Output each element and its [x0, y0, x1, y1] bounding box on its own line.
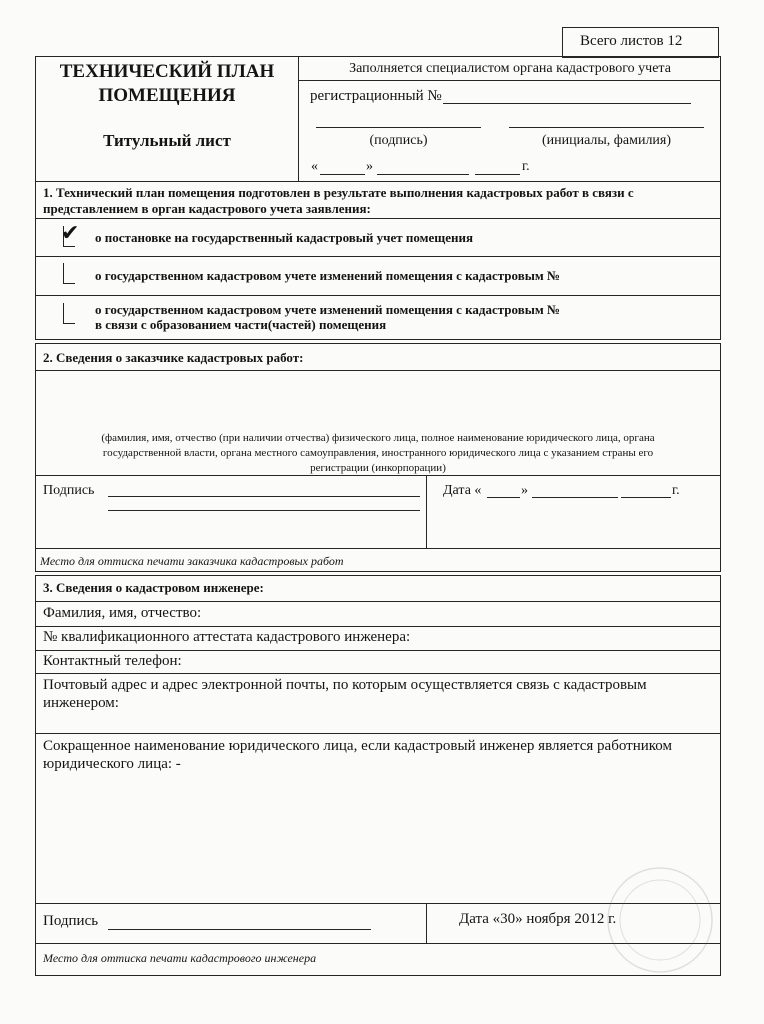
engineer-address-line2: инженером:: [43, 695, 119, 711]
section2-signature-divider: [426, 475, 427, 548]
sheets-total: Всего листов 12: [580, 33, 683, 49]
engineer-signature-line: [108, 929, 371, 930]
customer-signature-line-1: [108, 496, 420, 497]
engineer-signature-label: Подпись: [43, 913, 99, 929]
engineer-address-line1: Почтовый адрес и адрес электронной почты, по которым осуществляется связь с кадастровым: [43, 677, 647, 693]
option2-checkbox[interactable]: [63, 263, 75, 284]
section1-rule-1: [35, 218, 721, 219]
check-mark-icon: ✔: [61, 220, 80, 245]
engineer-date: Дата «30» ноября 2012 г.: [459, 911, 617, 927]
registry-header: Заполняется специалистом органа кадастрового учета: [349, 61, 671, 76]
signature-line: [316, 127, 481, 128]
customer-year-suffix: г.: [672, 483, 680, 498]
section2-heading: 2. Сведения о заказчике кадастровых работ:: [43, 350, 304, 365]
section2-rule-3: [35, 548, 721, 549]
customer-signature-line-2: [108, 510, 420, 511]
customer-date-day-line: [487, 497, 520, 498]
initials-line: [509, 127, 704, 128]
registry-header-rule: [299, 80, 721, 81]
section1-heading-line2: представлением в орган кадастрового учета заявления:: [43, 201, 371, 216]
registry-date-month-line: [377, 174, 469, 175]
reg-number-label: регистрационный №: [310, 88, 442, 104]
section3-rule-4: [35, 673, 721, 674]
customer-note-line3: регистрации (инкорпорации): [310, 462, 446, 474]
section3-signature-divider: [426, 903, 427, 943]
customer-stamp-place: Место для оттиска печати заказчика кадастровых работ: [40, 554, 344, 568]
customer-date-year-line: [621, 497, 671, 498]
engineer-legal-entity-line1: Сокращенное наименование юридического лица, если кадастровый инженер является работником: [43, 738, 672, 754]
section1-rule-3: [35, 295, 721, 296]
engineer-legal-entity-line2: юридического лица: -: [43, 756, 181, 772]
registry-date-close: »: [366, 159, 373, 174]
section1-heading-line1: 1. Технический план помещения подготовлен в результате выполнения кадастровых работ в связи с: [43, 185, 634, 200]
option3-checkbox[interactable]: [63, 303, 75, 324]
option1-label: о постановке на государственный кадастровый учет помещения: [95, 230, 474, 245]
engineer-phone-label: Контактный телефон:: [43, 653, 182, 669]
doc-title-line1: ТЕХНИЧЕСКИЙ ПЛАН: [59, 61, 275, 82]
customer-note-line1: (фамилия, имя, отчество (при наличии отчества) физического лица, полное наименование юридического лица, органа: [101, 432, 655, 444]
option2-label: о государственном кадастровом учете изменений помещения с кадастровым №: [95, 268, 561, 283]
reg-number-line: [443, 103, 691, 104]
section3-rule-5: [35, 733, 721, 734]
engineer-stamp-place: Место для оттиска печати кадастрового инженера: [43, 951, 317, 965]
customer-date-month-line: [532, 497, 618, 498]
watermark-stamp: [600, 860, 720, 980]
section3-rule-1: [35, 601, 721, 602]
signature-caption: (подпись): [369, 133, 428, 148]
doc-title-line2: ПОМЕЩЕНИЯ: [98, 85, 236, 106]
customer-note-line2: государственной власти, органа местного самоуправления, иностранного юридического лица с указанием страны его: [102, 447, 654, 459]
doc-subtitle: Титульный лист: [103, 131, 231, 150]
customer-signature-label: Подпись: [43, 483, 95, 498]
engineer-full-name-label: Фамилия, имя, отчество:: [43, 605, 202, 621]
registry-date-open: «: [311, 159, 318, 174]
registry-year-suffix: г.: [522, 159, 530, 174]
section3-heading: 3. Сведения о кадастровом инженере:: [43, 580, 264, 595]
registry-date-day-line: [320, 174, 365, 175]
option3-label-line1: о государственном кадастровом учете изменений помещения с кадастровым №: [95, 302, 561, 317]
section3-rule-3: [35, 650, 721, 651]
customer-date-label: Дата «: [443, 483, 482, 498]
option3-label-line2: в связи с образованием части(частей) помещения: [95, 317, 387, 332]
engineer-certificate-label: № квалификационного аттестата кадастрового инженера:: [43, 629, 411, 645]
registry-date-year-line: [475, 174, 520, 175]
section2-rule-1: [35, 370, 721, 371]
section2-rule-2: [35, 475, 721, 476]
initials-caption: (инициалы, фамилия): [541, 133, 672, 148]
section1-rule-2: [35, 256, 721, 257]
section3-rule-2: [35, 626, 721, 627]
customer-date-close: »: [521, 483, 528, 498]
